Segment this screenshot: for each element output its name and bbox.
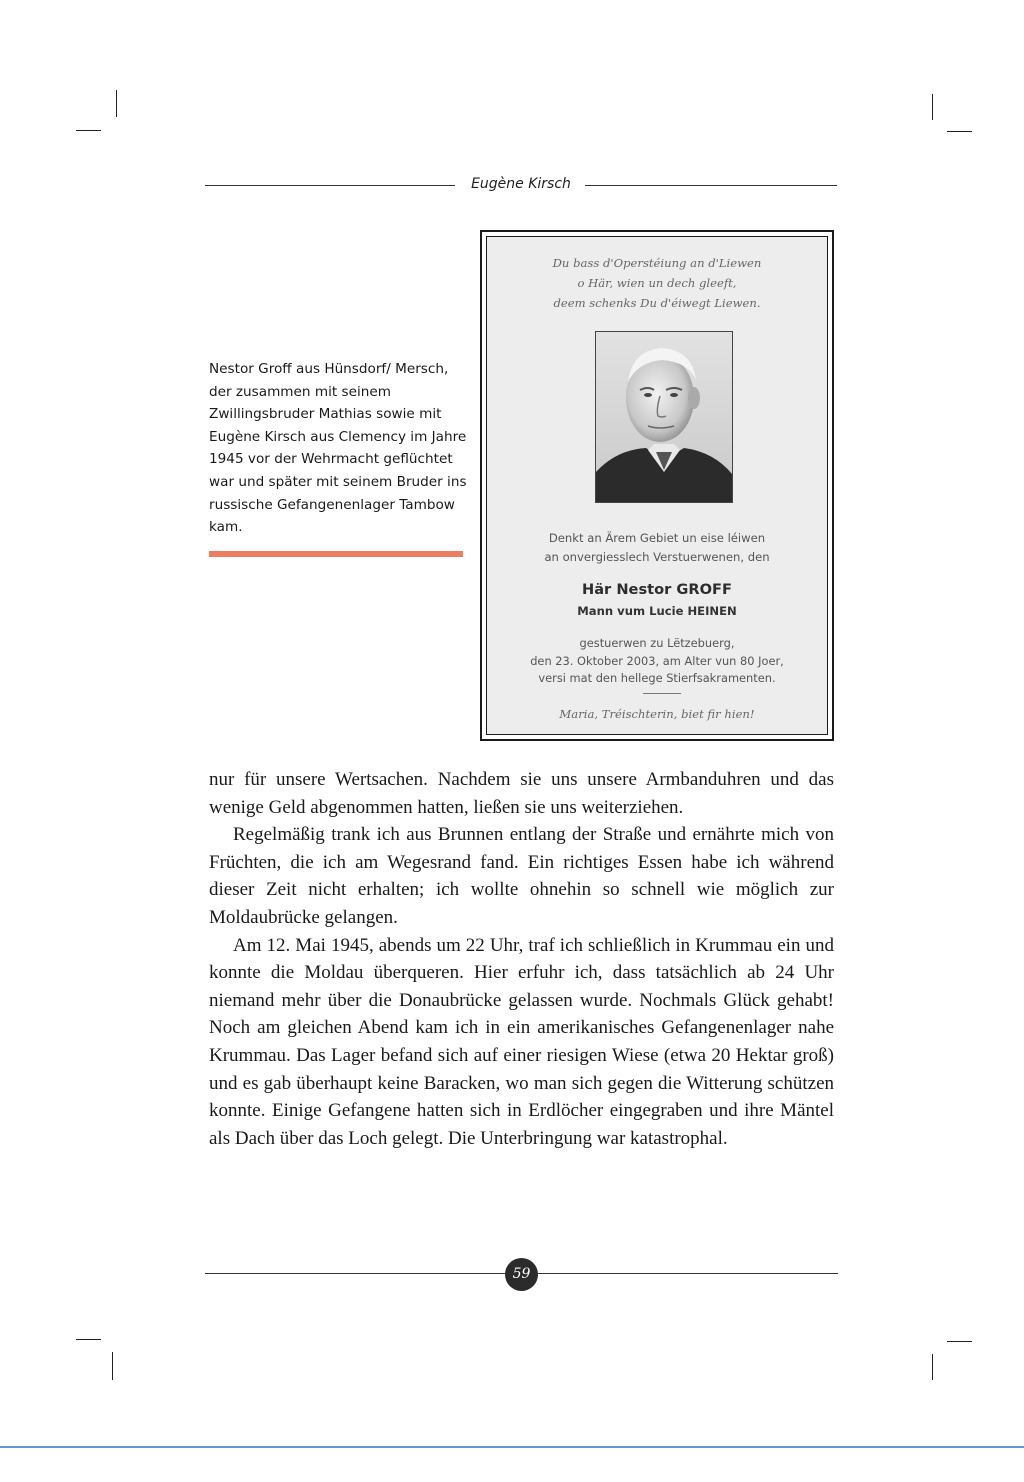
body-paragraph: nur für unsere Wertsachen. Nachdem sie uns unsere Armbanduhren und das wenige Geld abgenommen hatten, ließen sie uns weiterziehen. — [209, 769, 834, 818]
card-separator — [643, 693, 681, 694]
caption-accent-bar — [209, 551, 463, 557]
spouse-line: Mann vum Lucie HEINEN — [577, 604, 737, 618]
photo-caption: Nestor Groff aus Hünsdorf/ Mersch, der zusammen mit seinem Zwillingsbruder Mathias sowie mit Eugène Kirsch aus Clemency im Jahre 1945 vor der Wehrmacht geflüchtet war und später mit seinem Bruder ins russische Gefangenenlager Tambow kam. — [209, 361, 467, 536]
death-line: den 23. Oktober 2003, am Alter vun 80 Joer, — [530, 653, 784, 668]
body-paragraph: Regelmäßig trank ich aus Brunnen entlang der Straße und ernährte mich von Früchten, die ich am Wegesrand fand. Ein richtiges Essen habe ich während dieser Zeit nicht erhalten; ich wollte ohnehin so schnell wie möglich zur Moldaubrücke gelangen. — [209, 824, 834, 928]
memorial-verse — [487, 253, 827, 313]
footer-rule-right — [538, 1273, 838, 1274]
memorial-card — [486, 236, 828, 735]
verse-line: deem schenks Du d'éiwegt Liewen. — [553, 296, 761, 310]
footer-rule-left — [205, 1273, 505, 1274]
death-details — [487, 635, 827, 688]
memorial-text — [487, 529, 827, 566]
portrait-photo — [595, 331, 733, 503]
memorial-line: Denkt an Ärem Gebiet un eise léiwen — [548, 531, 766, 545]
crop-mark-bottom-right-v — [932, 1354, 933, 1380]
running-head-rule-right — [585, 185, 837, 186]
crop-mark-bottom-left-h — [76, 1339, 101, 1340]
page-number: 59 — [505, 1258, 538, 1291]
crop-mark-top-left-h — [76, 130, 101, 131]
memorial-card-frame — [480, 230, 834, 741]
crop-mark-top-right-h — [947, 131, 972, 132]
scan-edge-line — [0, 1446, 1024, 1448]
crop-mark-bottom-right-h — [947, 1341, 972, 1342]
prayer-line: Maria, Tréischterin, biet fir hien! — [559, 707, 755, 721]
crop-mark-bottom-left-v — [112, 1352, 113, 1380]
verse-line: Du bass d'Operstéiung an d'Liewen — [552, 256, 762, 270]
verse-line: o Här, wien un dech gleeft, — [577, 276, 737, 290]
memorial-line: an onvergiesslech Verstuerwenen, den — [544, 549, 770, 564]
portrait-illustration — [596, 332, 732, 502]
death-line: gestuerwen zu Lëtzebuerg, — [579, 636, 735, 650]
deceased-name: Här Nestor GROFF — [582, 581, 732, 598]
crop-mark-top-left-v — [116, 90, 117, 117]
body-paragraph: Am 12. Mai 1945, abends um 22 Uhr, traf ich schließlich in Krummau ein und konnte die Moldau überqueren. Hier erfuhr ich, dass tatsächlich ab 24 Uhr niemand mehr über die Donaubrücke gelassen wurde. Nochmals Glück gehabt! Noch am gleichen Abend kam ich in ein amerikanisches Gefangenenlager nahe Krummau. Das Lager befand sich auf einer riesigen Wiese (etwa 20 Hektar groß) und es gab überhaupt keine Baracken, wo man sich gegen die Witterung schützen konnte. Einige Gefangene hatten sich in Erdlöcher eingegraben und ihre Mäntel als Dach über das Loch gelegt. Die Unterbringung war katastrophal. — [209, 934, 834, 1149]
running-head — [205, 176, 837, 196]
crop-mark-top-right-v — [932, 94, 933, 120]
death-line: versi mat den hellege Stierfsakramenten. — [538, 671, 776, 686]
running-head-title: Eugène Kirsch — [471, 176, 571, 192]
body-text — [209, 766, 834, 1152]
